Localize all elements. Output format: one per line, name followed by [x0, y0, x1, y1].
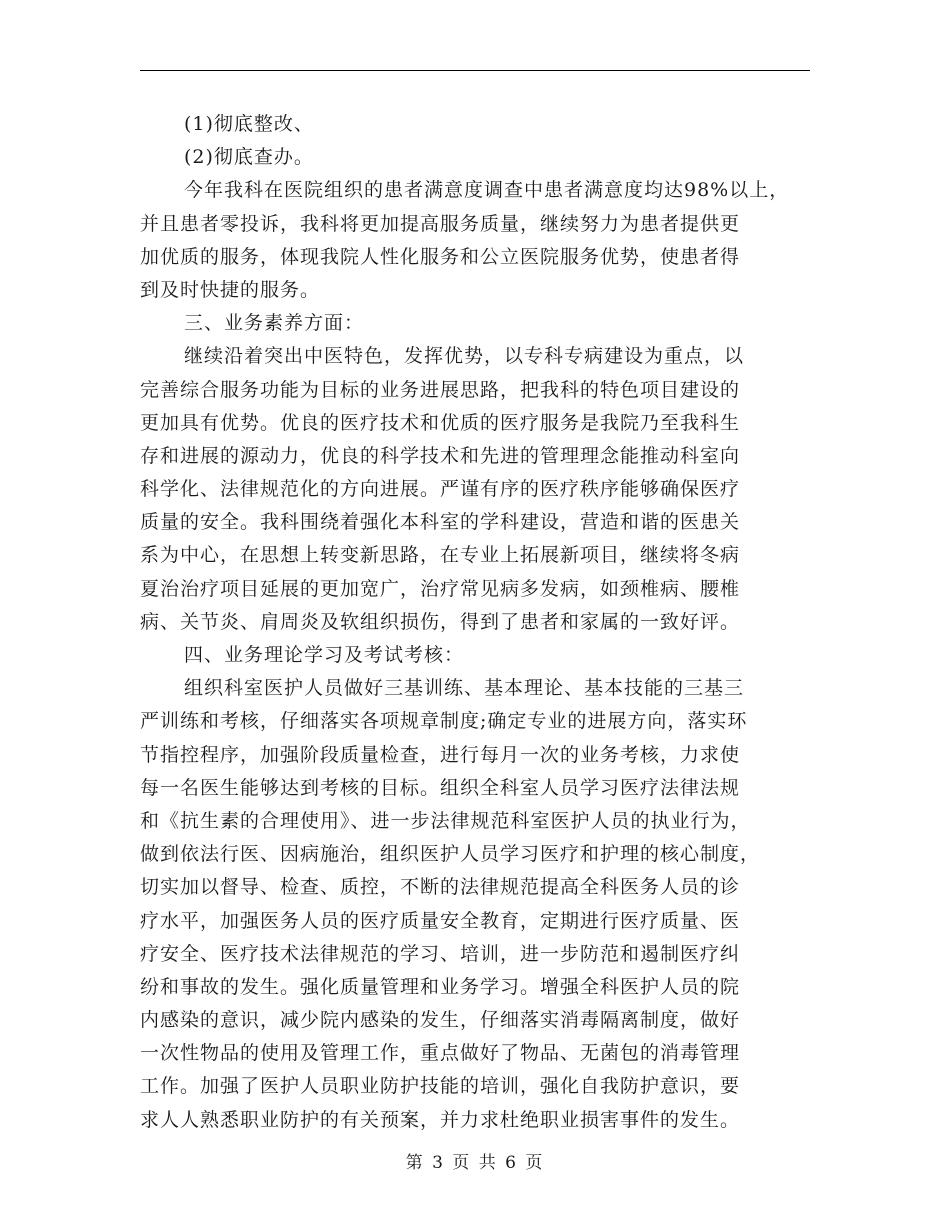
document-body — [140, 108, 810, 1137]
text-line: 更加具有优势。优良的医疗技术和优质的医疗服务是我院乃至我科生 — [140, 411, 741, 434]
text-line: 病、关节炎、肩周炎及软组织损伤，得到了患者和家属的一致好评。 — [140, 610, 741, 633]
text-line: 并且患者零投诉，我科将更加提高服务质量，继续努力为患者提供更 — [140, 212, 741, 235]
text-line: 一次性物品的使用及管理工作，重点做好了物品、无菌包的消毒管理 — [140, 1042, 741, 1065]
header-rule — [140, 70, 810, 71]
text-line: 四、业务理论学习及考试考核： — [184, 644, 465, 666]
text-line: (1)彻底整改、 — [184, 113, 314, 135]
text-line: 继续沿着突出中医特色，发挥优势，以专科专病建设为重点，以 — [184, 345, 745, 368]
text-line: 疗水平，加强医务人员的医疗质量安全教育，定期进行医疗质量、医 — [140, 909, 741, 932]
text-line: 内感染的意识，减少院内感染的发生，仔细落实消毒隔离制度，做好 — [140, 1009, 741, 1032]
text-line: 工作。加强了医护人员职业防护技能的培训，强化自我防护意识，要 — [140, 1075, 741, 1098]
page-number: 第 3 页 共 6 页 — [405, 1153, 545, 1173]
text-line: 系为中心，在思想上转变新思路，在专业上拓展新项目，继续将冬病 — [140, 544, 741, 567]
text-line: 质量的安全。我科围绕着强化本科室的学科建设，营造和谐的医患关 — [140, 511, 741, 534]
text-line: 纷和事故的发生。强化质量管理和业务学习。增强全科医护人员的院 — [140, 975, 741, 998]
text-line: 完善综合服务功能为目标的业务进展思路，把我科的特色项目建设的 — [140, 378, 741, 401]
text-line: 今年我科在医院组织的患者满意度调查中患者满意度均达98%以上， — [184, 179, 790, 202]
text-line: 切实加以督导、检查、质控，不断的法律规范提高全科医务人员的诊 — [140, 876, 741, 899]
text-line: 存和进展的源动力，优良的科学技术和先进的管理理念能推动科室向 — [140, 444, 741, 467]
text-line: 严训练和考核，仔细落实各项规章制度;确定专业的进展方向，落实环 — [140, 710, 748, 733]
text-line: 科学化、法律规范化的方向进展。严谨有序的医疗秩序能够确保医疗 — [140, 478, 741, 501]
text-line: (2)彻底查办。 — [184, 146, 314, 169]
text-line: 三、业务素养方面： — [184, 312, 365, 335]
text-line: 加优质的服务，体现我院人性化服务和公立医院服务优势，使患者得 — [140, 245, 741, 268]
text-line: 到及时快捷的服务。 — [140, 278, 321, 301]
text-line: 组织科室医护人员做好三基训练、基本理论、基本技能的三基三 — [184, 677, 745, 700]
text-line: 每一名医生能够达到考核的目标。组织全科室人员学习医疗法律法规 — [140, 776, 741, 799]
text-line: 和《抗生素的合理使用》、进一步法律规范科室医护人员的执业行为， — [140, 809, 751, 832]
text-line: 节指控程序，加强阶段质量检查，进行每月一次的业务考核，力求使 — [140, 743, 741, 766]
text-line: 求人人熟悉职业防护的有关预案，并力求杜绝职业损害事件的发生。 — [140, 1108, 741, 1131]
text-line: 夏治治疗项目延展的更加宽广，治疗常见病多发病，如颈椎病、腰椎 — [140, 577, 741, 600]
text-line: 疗安全、医疗技术法律规范的学习、培训，进一步防范和遏制医疗纠 — [140, 942, 741, 965]
text-line: 做到依法行医、因病施治，组织医护人员学习医疗和护理的核心制度， — [140, 843, 761, 866]
